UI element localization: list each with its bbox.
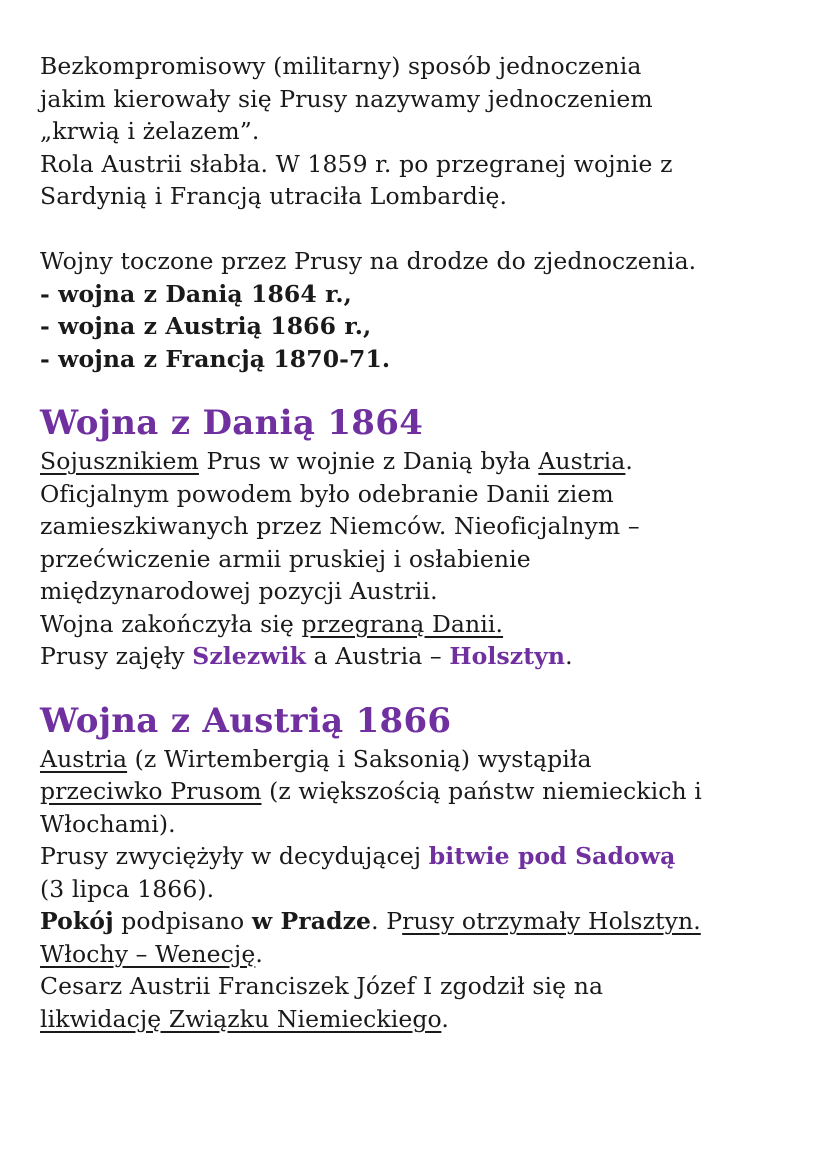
document-page [40,50,800,1035]
intro-paragraph-2 [40,148,800,213]
text-run: Prusy zajęły [40,642,193,670]
underlined-term: Austria [538,447,626,475]
text-line: Włochami). [40,809,176,838]
section-denmark-war [40,401,800,673]
text-run: Wojna zakończyła się [40,609,302,638]
text-line: Bezkompromisowy (militarny) sposób jednoczenia [40,52,642,80]
text-run: . [565,642,573,670]
highlighted-term: Szlezwik [192,642,307,670]
text-run: Prusy zwyciężyły w decydującej [40,842,429,870]
text-line [40,905,800,938]
section-heading: Wojna z Austrią 1866 [40,700,452,741]
text-run: . [625,447,633,475]
text-line: zamieszkiwanych przez Niemców. Nieoficjalnym – [40,512,640,540]
list-item: - wojna z Francją 1870-71. [40,344,391,373]
text-line: Cesarz Austrii Franciszek Józef I zgodził się na [40,972,604,1000]
underlined-term: rusy otrzymały Holsztyn. [402,907,701,935]
text-line [40,608,800,641]
text-line [40,775,800,808]
text-line [40,640,800,673]
wars-list-heading: Wojny toczone przez Prusy na drodze do zjednoczenia. [40,247,697,275]
text-run: (z większością państw niemieckich i [261,777,702,805]
underlined-term: likwidację Związku Niemieckiego [40,1004,442,1033]
list-item: - wojna z Danią 1864 r., [40,279,352,308]
text-line [40,1003,800,1036]
highlighted-term: Holsztyn [449,642,566,670]
text-run: (z Wirtembergią i Saksonią) wystąpiła [127,744,592,773]
text-line [40,840,800,873]
text-line: Rola Austrii słabła. W 1859 r. po przegranej wojnie z [40,149,673,178]
intro-paragraph-1 [40,50,800,148]
bold-term: w Pradze [251,907,372,935]
text-line [40,743,800,776]
text-line: jakim kierowały się Prusy nazywamy jednoczeniem [40,84,653,113]
text-line: „krwią i żelazem”. [40,117,260,145]
text-line [40,445,800,478]
spacer [40,213,800,246]
section-heading: Wojna z Danią 1864 [40,403,424,443]
spacer [40,673,800,699]
section-austria-war [40,699,800,1036]
highlighted-term: bitwie pod Sadową [428,842,676,870]
underlined-term: Sojusznikiem [40,447,199,475]
text-run: . [255,939,263,968]
list-item: - wojna z Austrią 1866 r., [40,312,372,340]
text-line: międzynarodowej pozycji Austrii. [40,577,438,605]
text-line: Oficjalnym powodem było odebranie Danii ziem [40,479,614,508]
text-run: . [441,1004,449,1033]
bold-term: Pokój [40,907,114,935]
wars-list [40,245,800,375]
text-line: Sardynią i Francją utraciła Lombardię. [40,182,508,210]
text-run: podpisano [113,907,252,935]
text-line: przećwiczenie armii pruskiej i osłabienie [40,544,531,573]
text-line [40,938,800,971]
underlined-term: przeciwko Prusom [40,777,262,805]
text-run: a Austria – [306,642,450,670]
text-run: . P [371,907,403,935]
underlined-term: przegraną Danii. [301,609,504,638]
underlined-term: Austria [40,744,128,773]
underlined-term: Włochy – Wenecję [40,939,256,968]
spacer [40,375,800,401]
text-run: Prus w wojnie z Danią była [198,447,539,475]
text-line: (3 lipca 1866). [40,874,215,903]
